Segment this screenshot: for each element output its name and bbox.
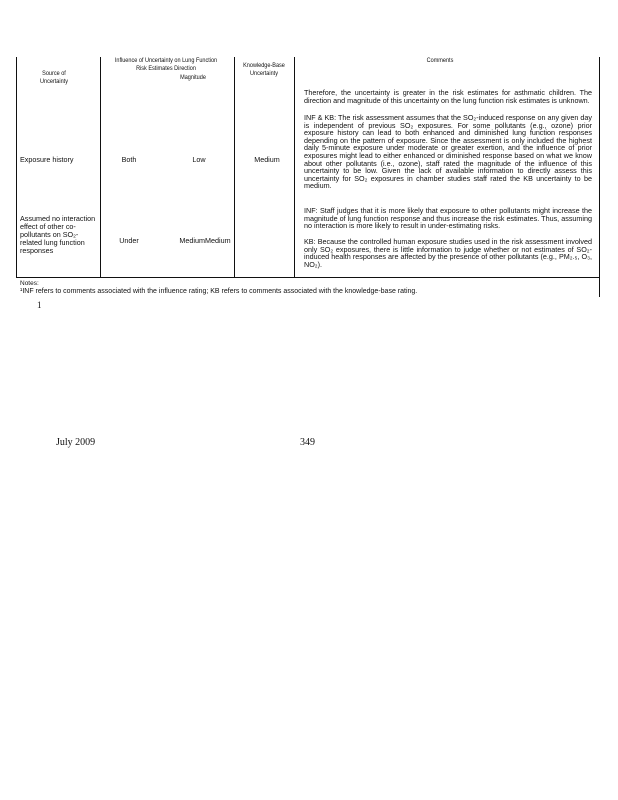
row-exposure-magnitude: Low: [192, 155, 206, 164]
row-copollutant-comment-inf: INF: Staff judges that it is more likely that exposure to other pollutants might increase the magnitude of lung function response and thus increase the risk estimates. Thus, assuming no interaction is more likely to result in under-estimating risks.: [304, 206, 592, 231]
row-copollutant-magnitude: [170, 237, 240, 245]
footer-page-number: 349: [300, 437, 315, 448]
row-copollutant-source: Assumed no interaction effect of other co-pollutants on SO₂-related lung function responses: [20, 214, 96, 255]
magnitude-value: Medium: [179, 236, 205, 245]
column-rule: [294, 57, 295, 277]
kb-value: Medium: [205, 236, 231, 245]
footer-date: July 2009: [56, 437, 96, 448]
header-kb: Knowledge-Base Uncertainty: [243, 62, 285, 77]
row-exposure-source: Exposure history: [20, 155, 74, 164]
table-bottom-rule: [16, 277, 600, 278]
column-rule: [599, 57, 600, 297]
header-direction: Influence of Uncertainty on Lung Function Risk Estimates Direction: [114, 57, 218, 72]
header-source: Source of Uncertainty: [40, 70, 68, 85]
continued-comment: Therefore, the uncertainty is greater in the risk estimates for asthmatic children. The direction and magnitude of this uncertainty on the lung function risk estimates is unknown.: [304, 88, 592, 105]
notes-label: Notes:: [20, 280, 39, 287]
header-comments: Comments: [426, 57, 454, 64]
row-exposure-kb: Medium: [254, 155, 280, 164]
row-exposure-comment: INF & KB: The risk assessment assumes that the SO₂-induced response on any given day is independent of previous SO₂ exposures. For some pollutants (e.g., ozone) prior exposure history can lead to both enhanced and diminished lung function responses depending on the pattern of exposure. Since the assessment is only included the highest daily 5-minute exposure under moderate or greater exertion, and the influence of prior exposures might lead to either enhanced or diminished response based on what we know about other pollutants (i.e., ozone), staff rated the magnitude of the influence of this uncertainty to be low. Given the lack of available information to directly assess this uncertainty for SO₂ exposures in chamber studies staff rated the KB uncertainty to be medium.: [304, 113, 592, 191]
row-copollutant-direction: Under: [119, 236, 139, 245]
header-magnitude: Magnitude: [180, 74, 206, 81]
row-copollutant-comment-kb: KB: Because the controlled human exposure studies used in the risk assessment involved only SO₂ exposures, there is little information to judge whether or not estimates of SO₂-induced health responses are affected by the presence of other pollutants (e.g., PM₂.₅, O₃, NO₂).: [304, 237, 592, 269]
footnote: ¹INF refers to comments associated with the influence rating; KB refers to comments associated with the knowledge-base rating.: [20, 288, 418, 295]
column-rule: [16, 57, 17, 277]
row-exposure-direction: Both: [121, 155, 137, 164]
page-marker: 1: [37, 300, 42, 310]
